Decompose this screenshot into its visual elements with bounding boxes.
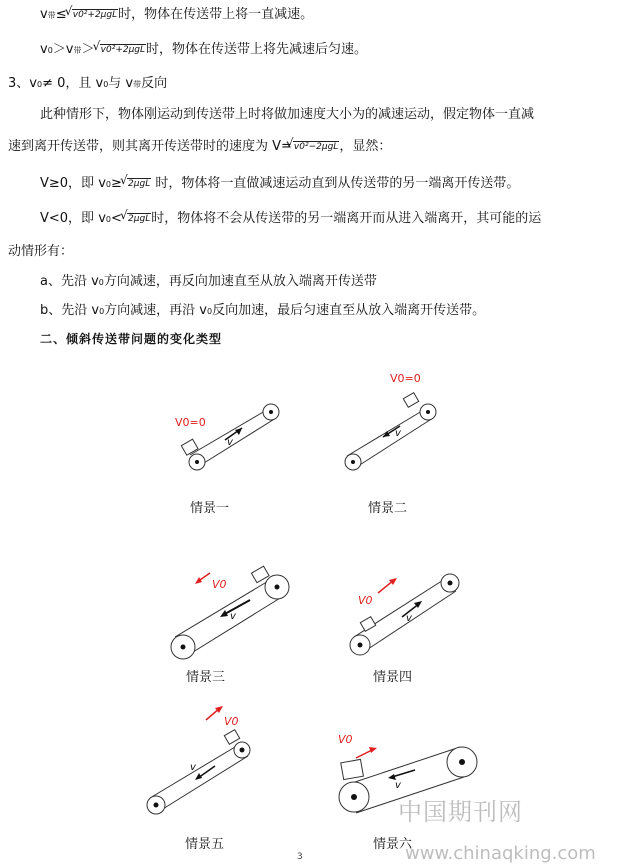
velocity-label: v <box>395 428 401 439</box>
v0-label: V0 <box>358 594 373 607</box>
sqrt-expression: √ v0²+2μgL <box>100 44 146 56</box>
page-number: 3 <box>297 852 303 862</box>
velocity-label: v <box>406 613 412 624</box>
scenario-5-diagram <box>140 700 270 820</box>
watermark-url: www.chinaqking.com <box>405 843 596 864</box>
v0-zero-label: V0=0 <box>390 372 421 385</box>
caption-scenario-2: 情景二 <box>368 501 408 516</box>
scenario-4-diagram <box>340 565 470 665</box>
v0-label: V0 <box>224 715 239 728</box>
caption-scenario-4: 情景四 <box>373 670 413 685</box>
v0-zero-label: V0=0 <box>175 416 206 429</box>
velocity-label: v <box>227 437 233 448</box>
option-b: b、先沿 v0方向减速，再沿 v0反向加速，最后匀速直至从放入端离开传送带。 <box>40 303 486 318</box>
option-a: a、先沿 v0方向减速，再反向加速直至从放入端离开传送带 <box>40 274 377 289</box>
scenario-2-diagram <box>335 370 455 480</box>
caption-scenario-5: 情景五 <box>185 837 225 852</box>
paragraph-line-5: 动情形有： <box>8 244 74 259</box>
case-v-negative: V<0，即 v0< √ 2μgL时，物体将不会从传送带的另一端离开而从进入端离开，其可能的运 <box>40 210 541 229</box>
sqrt-expression: √ 2μgL <box>127 213 151 225</box>
case-v-nonnegative: V≥0，即 v0≥ √ 2μgL 时，物体将一直做减速运动直到从传送带的另一端离开传送带。 <box>40 175 519 194</box>
velocity-label: v <box>190 762 196 773</box>
caption-scenario-1: 情景一 <box>190 501 230 516</box>
velocity-label: v <box>395 780 401 791</box>
v0-label: V0 <box>338 733 353 746</box>
caption-scenario-6: 情景六 <box>373 837 413 852</box>
sqrt-expression: √ v0²−2μgL <box>293 141 339 153</box>
velocity-label: v <box>230 611 236 622</box>
watermark-chinese: 中国期刊网 <box>398 798 523 826</box>
sqrt-expression: √ v0²+2μgL <box>72 9 118 21</box>
scenario-3-diagram <box>165 565 305 665</box>
condition-line-2: v0＞v带＞ √ v0²+2μgL时，物体在传送带上将先减速后匀速。 <box>40 41 367 60</box>
scenario-1-diagram <box>170 390 290 480</box>
section-heading: 二、倾斜传送带问题的变化类型 <box>40 332 223 346</box>
v0-label: V0 <box>212 578 227 591</box>
case-3-heading: 3、v0≠ 0，且 v0与 v带反向 <box>8 76 168 91</box>
caption-scenario-3: 情景三 <box>186 670 226 685</box>
condition-line-1: v带≤ √ v0²+2μgL时，物体在传送带上将一直减速。 <box>40 6 313 25</box>
sqrt-expression: √ 2μgL <box>127 178 151 190</box>
paragraph-line-2: 速到离开传送带，则其离开传送带时的速度为 V=√ v0²−2μgL，显然： <box>8 138 391 156</box>
paragraph-line-1: 此种情形下，物体刚运动到传送带上时将做加速度大小为的减速运动，假定物体一直减 <box>40 107 535 122</box>
